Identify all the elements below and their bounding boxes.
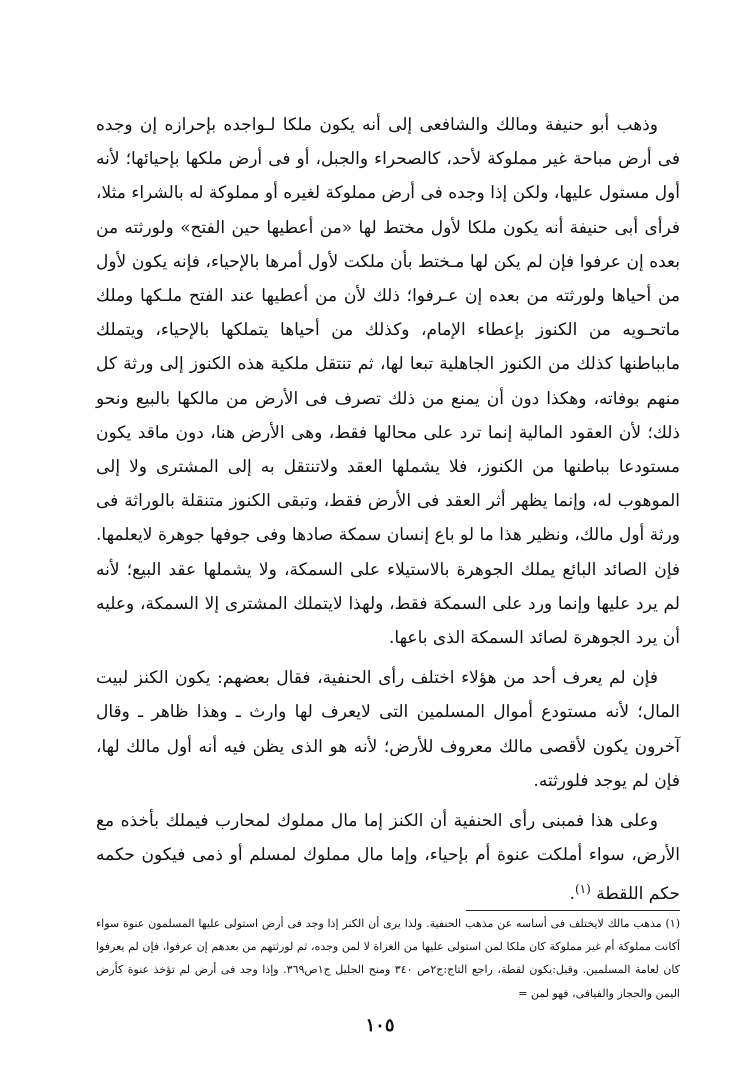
paragraph-1: وذهب أبو حنيفة ومالك والشافعى إلى أنه يكون ملكا لـواجده بإحرازه إن وجده فى أرض مباحة غير مملوكة لأحد، كالصحراء والجبل، أو فى أرض ملكها بإحيائها؛ لأنه أول مستول عليها، ولكن إذا وجده فى أرض مملوكة لغيره أو مملوكة له بالشراء مثلا، فرأى أبى حنيفة أنه يكون ملكا لأول مختط لها «من أعطيها حين الفتح» ولورثته من بعده إن عرفوا فإن لم يكن لها مـختط بأن ملكت لأول أمرها بالإحياء، فإنه يكون لأول من أحياها ولورثته من بعده إن عـرفوا؛ ذلك لأن من أعطيها عند الفتح ملـكها وملك ماتحـويه من الكنوز بإعطاء الإمام، وكذلك من أحياها يتملكها بالإحياء، ويتملك مابباطنها كذلك من الكنوز الجاهلية تبعا لها، ثم تنتقل ملكية هذه الكنوز إلى ورثة كل منهم بوفاته، وهكذا دون أن يمنع من ذلك تصرف فى الأرض من مالكها بالبيع ونحو ذلك؛ لأن العقود المالية إنما ترد على محالها فقط، وهى الأرض هنا، دون ماقد يكون مستودعا بباطنها من الكنوز، فلا يشملها العقد ولاتنتقل به إلى المشترى ولا إلى الموهوب له، وإنما يظهر أثر العقد فى الأرض فقط، وتبقى الكنوز متنقلة بالوراثة فى ورثة أول مالك، ونظير هذا ما لو باع إنسان سمكة صادها وفى جوفها جوهرة لايعلمها. فإن الصائد البائع يملك الجوهرة بالاستيلاء على السمكة، ولا يشملها عقد البيع؛ لأنه لم يرد عليها وإنما ورد على السمكة فقط، ولهذا لايتملك المشترى إلا السمكة، وعليه أن يرد الجوهرة لصائد السمكة الذى باعها. [96,115,680,649]
main-text [96,108,680,912]
page-number: ١٠٥ [365,1015,395,1036]
paragraph-3: وعلى هذا فمبنى رأى الحنفية أن الكنز إما مال مملوك لمحارب فيملك بأخذه مع الأرض، سواء أملكت عنوة أم بإحياء، وإما مال مملوك لمسلم أو ذمى فيكون حكمه حكم اللقطة $^{(١)}$. [96,811,680,905]
footnote: (١) مذهب مالك لايختلف فى أساسه عن مذهب الحنفية. ولذا يرى أن الكنز إذا وجد فى أرض استولى عليها المسلمون عنوة سواء أكانت مملوكة أم غير مملوكة كان ملكا لمن استولى عليها من الغزاة لا لمن وجده، ثم لورثتهم من بعدهم إن عرفوا، فإن لم يعرفوا كان لعامة المسلمين. وقيل:يكون لقطة، راجع التاج:ج٢ص ٣٤٠ ومنح الجليل ج١ص٣٦٩. وإذا وجد فى أرض لم تؤخذ عنوة كأرض اليمن والحجاز والفيافى، فهو لمن = [96,917,681,1000]
footnote-separator [466,910,680,911]
paragraph-2: فإن لم يعرف أحد من هؤلاء اختلف رأى الحنفية، فقال بعضهم: يكون الكنز لبيت المال؛ لأنه مستودع أموال المسلمين التى لايعرف لها وارث ـ وهذا ظاهر ـ وقال آخرون يكون لأقصى مالك معروف للأرض؛ لأنه هو الذى يظن فيه أنه أول مالك لها، فإن لم يوجد فلورثته. [96,668,680,791]
footnote-reference: (١) [574,882,591,897]
paragraph-3-text: وعلى هذا فمبنى رأى الحنفية أن الكنز إما مال مملوك لمحارب فيملك بأخذه مع الأرض، سواء أملكت عنوة أم بإحياء، وإما مال مملوك لمسلم أو ذمى فيكون حكمه حكم اللقطة [96,811,680,905]
